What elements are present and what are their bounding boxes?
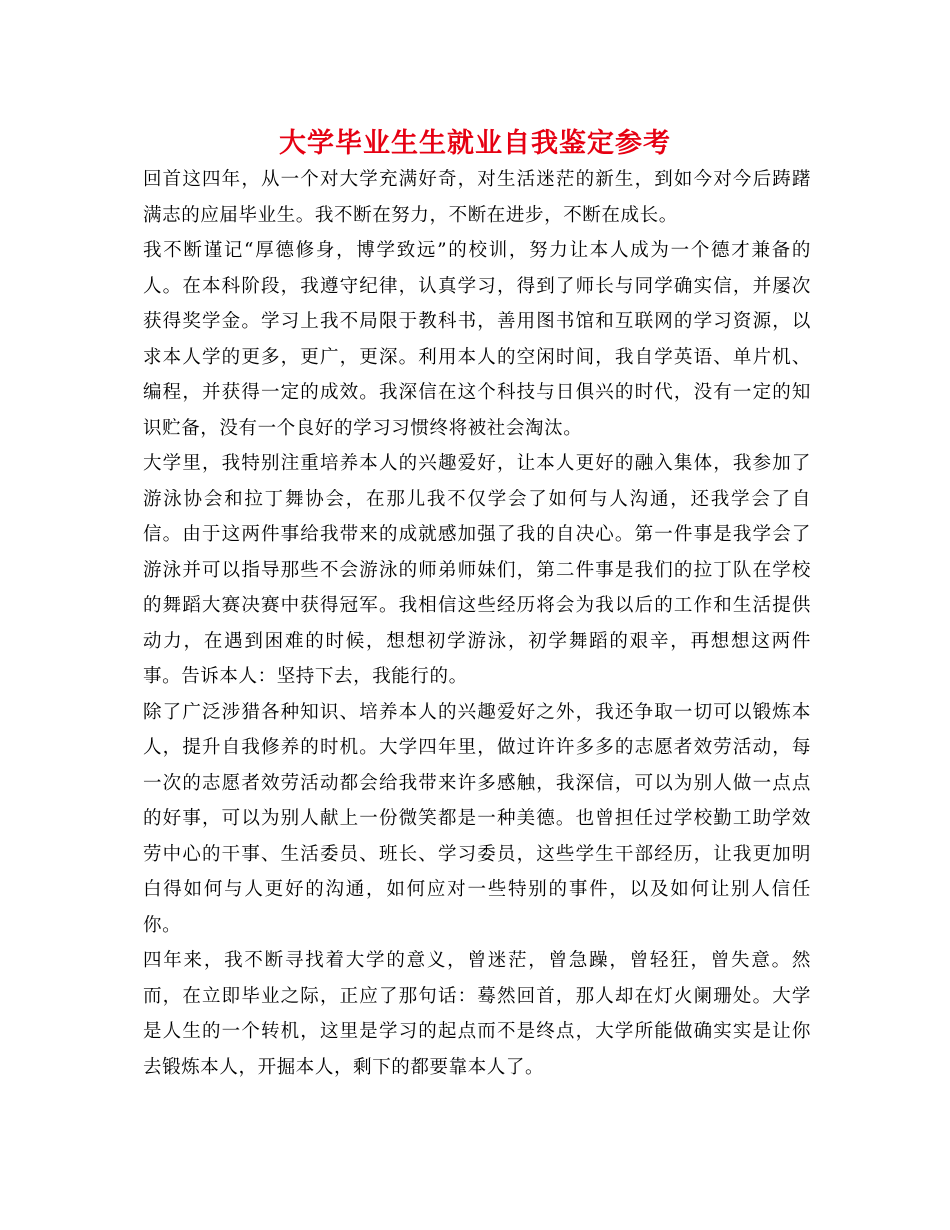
document-body bbox=[143, 162, 811, 1085]
paragraph-volunteer: 除了广泛涉猎各种知识、培养本人的兴趣爱好之外，我还争取一切可以锻炼本人，提升自我修养的时机。大学四年里，做过许许多多的志愿者效劳活动，每一次的志愿者效劳活动都会给我带来许多感触，我深信，可以为别人做一点点的好事，可以为别人献上一份微笑都是一种美德。也曾担任过学校勤工助学效劳中心的干事、生活委员、班长、学习委员，这些学生干部经历，让我更加明白得如何与人更好的沟通，如何应对一些特别的事件，以及如何让别人信任你。 bbox=[143, 701, 811, 936]
paragraph-conclusion: 四年来，我不断寻找着大学的意义，曾迷茫，曾急躁，曾轻狂，曾失意。然而，在立即毕业之际，正应了那句话：蓦然回首，那人却在灯火阑珊处。大学是人生的一个转机，这里是学习的起点而不是终点，大学所能做确实实是让你去锻炼本人，开掘本人，剩下的都要靠本人了。 bbox=[143, 950, 811, 1078]
paragraph-study: 我不断谨记“厚德修身，博学致远”的校训，努力让本人成为一个德才兼备的人。在本科阶段，我遵守纪律，认真学习，得到了师长与同学确实信，并屡次获得奖学金。学习上我不局限于教科书，善用图书馆和互联网的学习资源，以求本人学的更多，更广，更深。利用本人的空闲时间，我自学英语、单片机、编程，并获得一定的成效。我深信在这个科技与日俱兴的时代，没有一定的知识贮备，没有一个良好的学习习惯终将被社会淘汰。 bbox=[143, 240, 811, 439]
paragraph-hobbies: 大学里，我特别注重培养本人的兴趣爱好，让本人更好的融入集体，我参加了游泳协会和拉丁舞协会，在那儿我不仅学会了如何与人沟通，还我学会了自信。由于这两件事给我带来的成就感加强了我的自决心。第一件事是我学会了游泳并可以指导那些不会游泳的师弟师妹们，第二件事是我们的拉丁队在学校的舞蹈大赛决赛中获得冠军。我相信这些经历将会为我以后的工作和生活提供动力，在遇到困难的时候，想想初学游泳，初学舞蹈的艰辛，再想想这两件事。告诉本人：坚持下去，我能行的。 bbox=[143, 453, 811, 687]
document-title: 大学毕业生生就业自我鉴定参考 bbox=[279, 128, 671, 159]
paragraph-intro: 回首这四年，从一个对大学充满好奇，对生活迷茫的新生，到如今对今后踌躇满志的应届毕业生。我不断在努力，不断在进步，不断在成长。 bbox=[143, 169, 811, 226]
